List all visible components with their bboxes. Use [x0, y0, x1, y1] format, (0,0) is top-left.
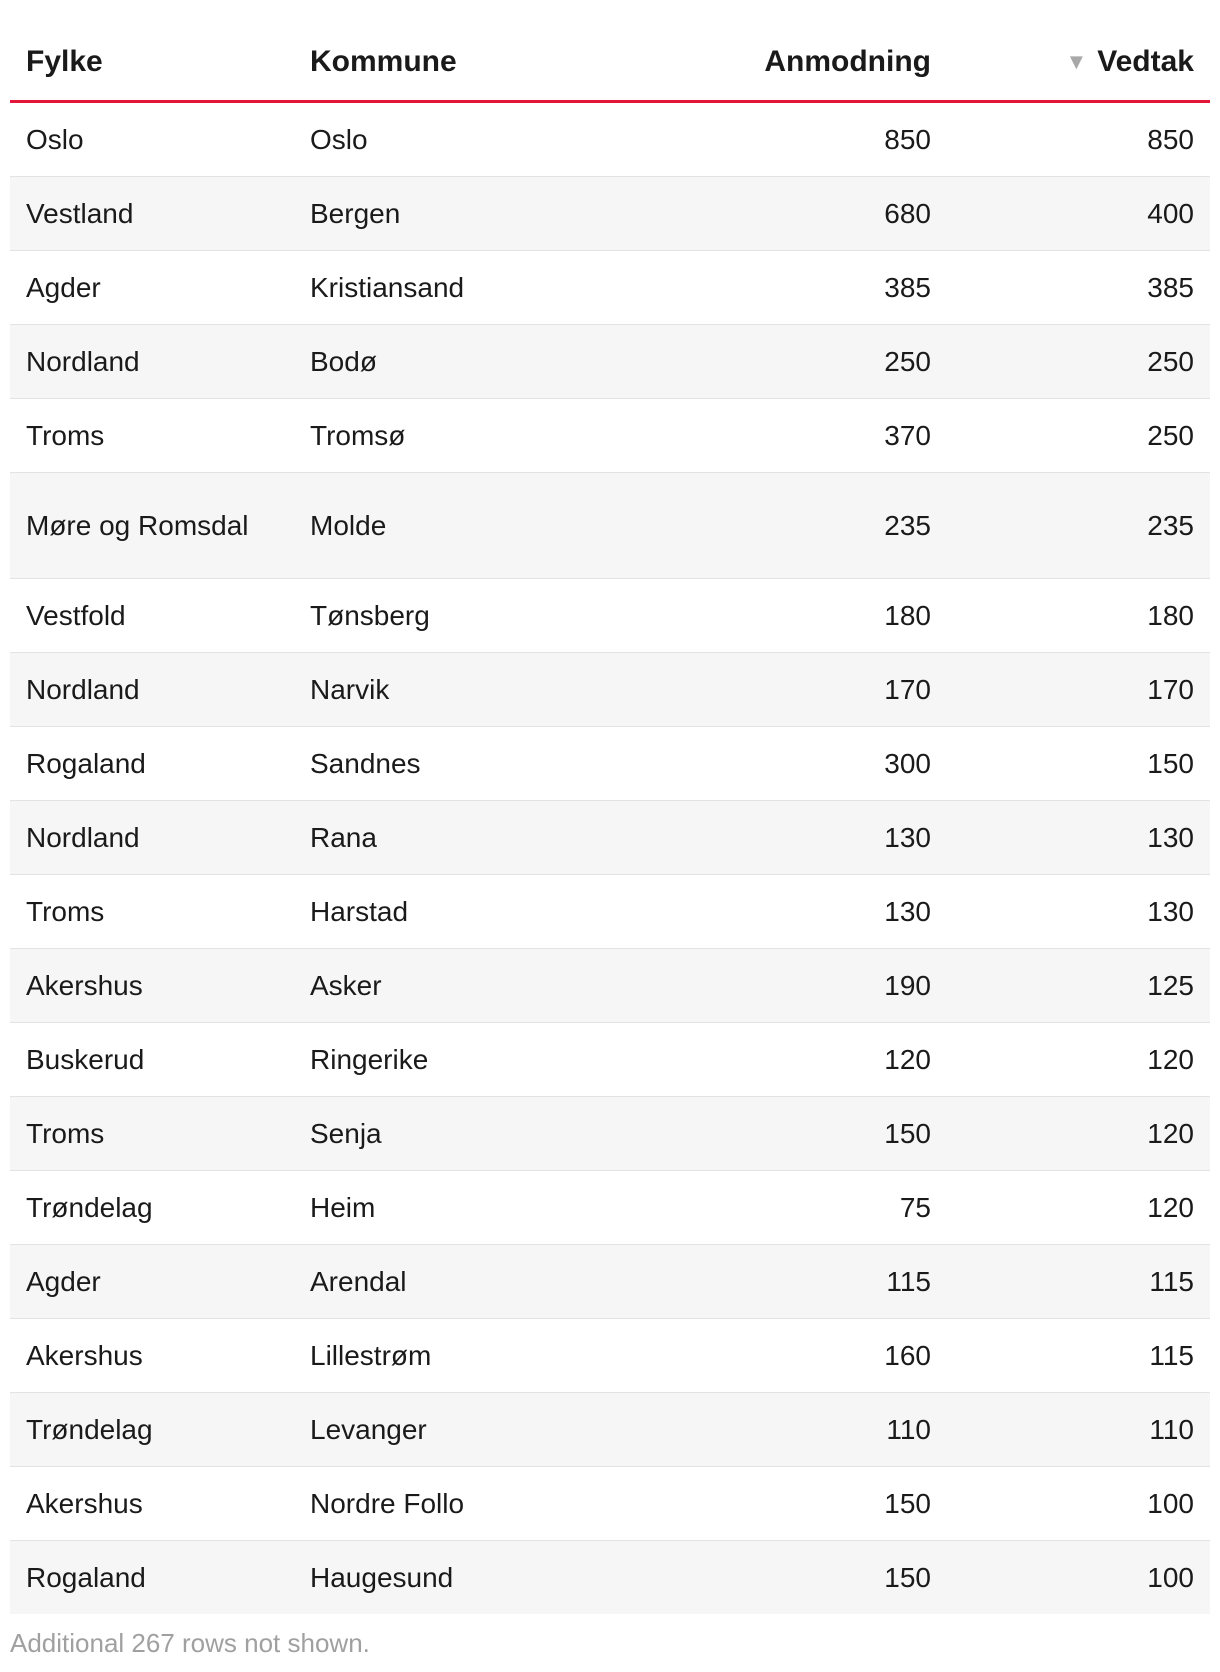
- table-row: [10, 1319, 1210, 1393]
- table-row: [10, 251, 1210, 325]
- cell-fylke: Troms: [10, 1097, 294, 1171]
- cell-fylke: Nordland: [10, 325, 294, 399]
- cell-kommune: Haugesund: [294, 1541, 630, 1615]
- cell-vedtak: 125: [947, 949, 1210, 1023]
- cell-vedtak: 385: [947, 251, 1210, 325]
- cell-fylke: Akershus: [10, 949, 294, 1023]
- table-row: [10, 875, 1210, 949]
- cell-fylke: Troms: [10, 399, 294, 473]
- cell-kommune: Sandnes: [294, 727, 630, 801]
- cell-anmodning: 385: [630, 251, 947, 325]
- cell-kommune: Tønsberg: [294, 579, 630, 653]
- cell-vedtak: 850: [947, 102, 1210, 177]
- cell-kommune: Levanger: [294, 1393, 630, 1467]
- cell-fylke: Trøndelag: [10, 1393, 294, 1467]
- table-row: [10, 1541, 1210, 1615]
- cell-vedtak: 120: [947, 1023, 1210, 1097]
- cell-fylke: Trøndelag: [10, 1171, 294, 1245]
- column-header-anmodning-label: Anmodning: [764, 45, 931, 78]
- cell-anmodning: 150: [630, 1541, 947, 1615]
- cell-vedtak: 250: [947, 399, 1210, 473]
- cell-anmodning: 190: [630, 949, 947, 1023]
- table-row: [10, 949, 1210, 1023]
- cell-vedtak: 400: [947, 177, 1210, 251]
- cell-vedtak: 120: [947, 1097, 1210, 1171]
- table-row: [10, 1097, 1210, 1171]
- triangle-down-icon: ▼: [1065, 49, 1088, 74]
- cell-vedtak: 180: [947, 579, 1210, 653]
- table-row: [10, 1023, 1210, 1097]
- cell-vedtak: 115: [947, 1319, 1210, 1393]
- cell-vedtak: 120: [947, 1171, 1210, 1245]
- cell-anmodning: 370: [630, 399, 947, 473]
- cell-anmodning: 110: [630, 1393, 947, 1467]
- cell-vedtak: 100: [947, 1467, 1210, 1541]
- table-row: [10, 727, 1210, 801]
- cell-anmodning: 235: [630, 473, 947, 579]
- cell-vedtak: 115: [947, 1245, 1210, 1319]
- cell-anmodning: 115: [630, 1245, 947, 1319]
- cell-fylke: Rogaland: [10, 1541, 294, 1615]
- cell-anmodning: 170: [630, 653, 947, 727]
- table-row: [10, 325, 1210, 399]
- cell-fylke: Buskerud: [10, 1023, 294, 1097]
- cell-fylke: Møre og Romsdal: [10, 473, 294, 579]
- cell-kommune: Molde: [294, 473, 630, 579]
- cell-kommune: Harstad: [294, 875, 630, 949]
- table-body: [10, 102, 1210, 1615]
- cell-fylke: Agder: [10, 251, 294, 325]
- table-row: [10, 102, 1210, 177]
- table-row: [10, 653, 1210, 727]
- data-table: [10, 24, 1210, 1614]
- column-header-vedtak-label: Vedtak: [1097, 45, 1194, 78]
- cell-anmodning: 130: [630, 875, 947, 949]
- table-row: [10, 1245, 1210, 1319]
- table-row: [10, 1467, 1210, 1541]
- cell-fylke: Agder: [10, 1245, 294, 1319]
- cell-kommune: Asker: [294, 949, 630, 1023]
- cell-kommune: Oslo: [294, 102, 630, 177]
- cell-kommune: Narvik: [294, 653, 630, 727]
- cell-anmodning: 130: [630, 801, 947, 875]
- table-header: [10, 24, 1210, 102]
- table-row: [10, 801, 1210, 875]
- cell-fylke: Nordland: [10, 801, 294, 875]
- cell-kommune: Arendal: [294, 1245, 630, 1319]
- column-header-anmodning[interactable]: [630, 24, 947, 102]
- cell-fylke: Akershus: [10, 1467, 294, 1541]
- cell-vedtak: 130: [947, 875, 1210, 949]
- cell-kommune: Heim: [294, 1171, 630, 1245]
- cell-fylke: Akershus: [10, 1319, 294, 1393]
- column-header-fylke[interactable]: [10, 24, 294, 102]
- data-table-container: [10, 24, 1210, 1614]
- column-header-kommune-label: Kommune: [310, 45, 457, 78]
- table-row: [10, 1393, 1210, 1467]
- cell-anmodning: 680: [630, 177, 947, 251]
- table-row: [10, 399, 1210, 473]
- cell-kommune: Senja: [294, 1097, 630, 1171]
- cell-fylke: Oslo: [10, 102, 294, 177]
- cell-fylke: Troms: [10, 875, 294, 949]
- cell-vedtak: 250: [947, 325, 1210, 399]
- cell-kommune: Bergen: [294, 177, 630, 251]
- cell-kommune: Ringerike: [294, 1023, 630, 1097]
- cell-kommune: Bodø: [294, 325, 630, 399]
- cell-fylke: Rogaland: [10, 727, 294, 801]
- column-header-vedtak[interactable]: [947, 24, 1210, 102]
- cell-fylke: Nordland: [10, 653, 294, 727]
- table-row: [10, 1171, 1210, 1245]
- column-header-kommune[interactable]: [294, 24, 630, 102]
- cell-kommune: Kristiansand: [294, 251, 630, 325]
- cell-kommune: Lillestrøm: [294, 1319, 630, 1393]
- header-row: [10, 24, 1210, 102]
- cell-anmodning: 300: [630, 727, 947, 801]
- column-header-fylke-label: Fylke: [26, 45, 103, 78]
- cell-anmodning: 120: [630, 1023, 947, 1097]
- cell-fylke: Vestfold: [10, 579, 294, 653]
- cell-anmodning: 150: [630, 1467, 947, 1541]
- cell-anmodning: 250: [630, 325, 947, 399]
- cell-anmodning: 850: [630, 102, 947, 177]
- footer-note: Additional 267 rows not shown.: [10, 1628, 370, 1658]
- cell-fylke: Vestland: [10, 177, 294, 251]
- table-row: [10, 579, 1210, 653]
- cell-vedtak: 100: [947, 1541, 1210, 1615]
- cell-anmodning: 180: [630, 579, 947, 653]
- cell-vedtak: 235: [947, 473, 1210, 579]
- cell-vedtak: 130: [947, 801, 1210, 875]
- cell-anmodning: 150: [630, 1097, 947, 1171]
- cell-kommune: Tromsø: [294, 399, 630, 473]
- cell-vedtak: 170: [947, 653, 1210, 727]
- cell-kommune: Rana: [294, 801, 630, 875]
- cell-vedtak: 110: [947, 1393, 1210, 1467]
- table-row: [10, 177, 1210, 251]
- table-row: [10, 473, 1210, 579]
- cell-vedtak: 150: [947, 727, 1210, 801]
- cell-kommune: Nordre Follo: [294, 1467, 630, 1541]
- cell-anmodning: 160: [630, 1319, 947, 1393]
- cell-anmodning: 75: [630, 1171, 947, 1245]
